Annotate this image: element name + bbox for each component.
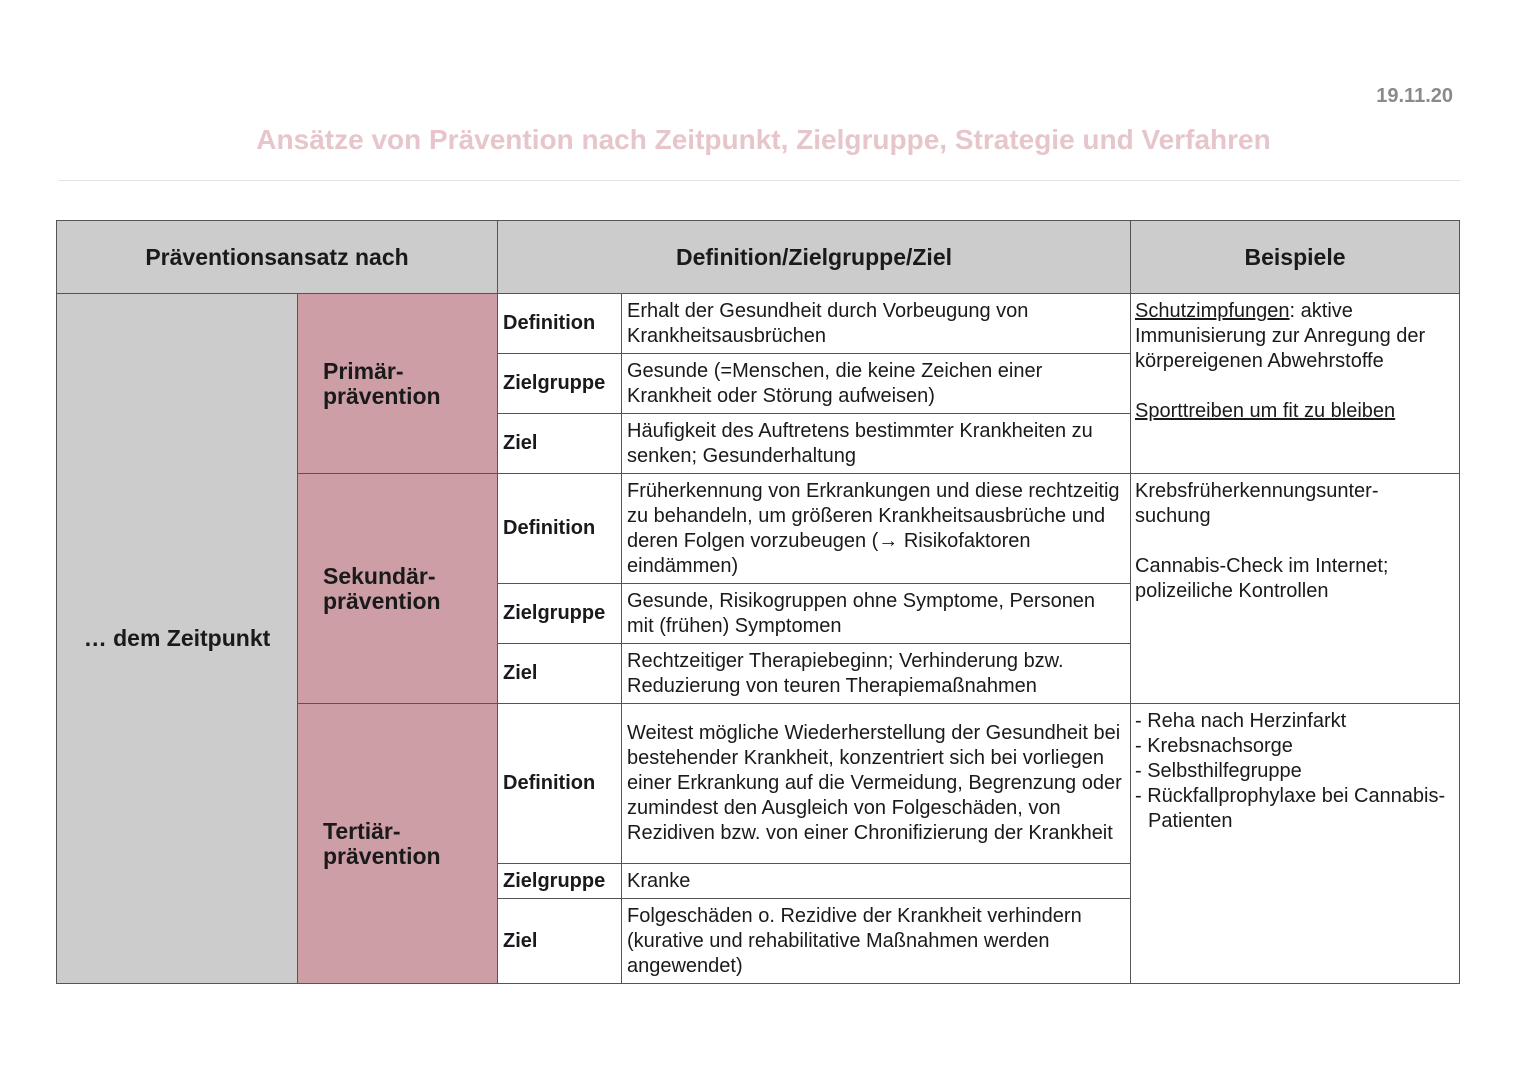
- stage-primaer: Primär- prävention: [298, 294, 498, 474]
- sekundaer-beispiele: [1131, 474, 1460, 704]
- label-zielgruppe: Zielgruppe: [498, 864, 622, 899]
- label-ziel: Ziel: [498, 644, 622, 704]
- title-divider: [58, 180, 1460, 181]
- sekundaer-zielgruppe: Gesunde, Risikogruppen ohne Symptome, Personen mit (frühen) Symptomen: [622, 584, 1131, 644]
- ansatz-zeitpunkt: … dem Zeitpunkt: [57, 294, 298, 984]
- label-zielgruppe: Zielgruppe: [498, 354, 622, 414]
- prevention-table: [56, 220, 1460, 984]
- list-item: - Selbsthilfegruppe: [1135, 760, 1302, 782]
- tertiaer-beispiele: [1131, 704, 1460, 984]
- primaer-beispiele: [1131, 294, 1460, 474]
- header-ansatz: Präventionsansatz nach: [57, 221, 498, 294]
- label-ziel: Ziel: [498, 414, 622, 474]
- table-header-row: [57, 221, 1460, 294]
- stage-tertiaer: Tertiär- prävention: [298, 704, 498, 984]
- table-row: [57, 294, 1460, 354]
- label-zielgruppe: Zielgruppe: [498, 584, 622, 644]
- example-schutzimpfungen-text: : aktive Immunisierung zur Anregung der körpereigenen Abwehrstoffe: [1135, 300, 1426, 372]
- date-label: 19.11.20: [1376, 85, 1453, 107]
- example-krebsfrueherkennung: Krebsfrüherkennungsunter- suchung: [1135, 480, 1379, 527]
- primaer-definition: Erhalt der Gesundheit durch Vorbeugung von Krankheitsausbrüchen: [622, 294, 1131, 354]
- label-ziel: Ziel: [498, 899, 622, 984]
- list-item: - Rückfallprophylaxe bei Cannabis-Patienten: [1135, 785, 1446, 832]
- label-definition: Definition: [498, 704, 622, 864]
- label-definition: Definition: [498, 294, 622, 354]
- tertiaer-definition: Weitest mögliche Wiederherstellung der Gesundheit bei bestehender Krankheit, konzentriert sich bei vorliegen einer Erkrankung auf die Vermeidung, Begrenzung oder zumindest den Ausgleich von Folgeschäden, von Rezidiven bzw. von einer Chronifizierung der Krankheit: [622, 704, 1131, 864]
- header-beispiele: Beispiele: [1131, 221, 1460, 294]
- example-sporttreiben: Sporttreiben um fit zu bleiben: [1135, 400, 1396, 422]
- primaer-ziel: Häufigkeit des Auftretens bestimmter Krankheiten zu senken; Gesunderhaltung: [622, 414, 1131, 474]
- example-cannabis-check: Cannabis-Check im Internet; polizeiliche Kontrollen: [1135, 555, 1389, 602]
- tertiaer-zielgruppe: Kranke: [622, 864, 1131, 899]
- tertiaer-ziel: Folgeschäden o. Rezidive der Krankheit verhindern (kurative und rehabilitative Maßnahmen werden angewendet): [622, 899, 1131, 984]
- page-title: Ansätze von Prävention nach Zeitpunkt, Zielgruppe, Strategie und Verfahren: [256, 124, 1271, 155]
- sekundaer-ziel: Rechtzeitiger Therapiebeginn; Verhinderung bzw. Reduzierung von teuren Therapiemaßnahmen: [622, 644, 1131, 704]
- list-item: - Reha nach Herzinfarkt: [1135, 710, 1347, 732]
- stage-sekundaer: Sekundär- prävention: [298, 474, 498, 704]
- primaer-zielgruppe: Gesunde (=Menschen, die keine Zeichen einer Krankheit oder Störung aufweisen): [622, 354, 1131, 414]
- example-schutzimpfungen: Schutzimpfungen: [1135, 300, 1290, 322]
- label-definition: Definition: [498, 474, 622, 584]
- header-definition: Definition/Zielgruppe/Ziel: [498, 221, 1131, 294]
- list-item: - Krebsnachsorge: [1135, 735, 1293, 757]
- sekundaer-definition: Früherkennung von Erkrankungen und diese rechtzeitig zu behandeln, um größeren Krankheitsausbrüche und deren Folgen vorzubeugen (→ Risikofaktoren eindämmen): [622, 474, 1131, 584]
